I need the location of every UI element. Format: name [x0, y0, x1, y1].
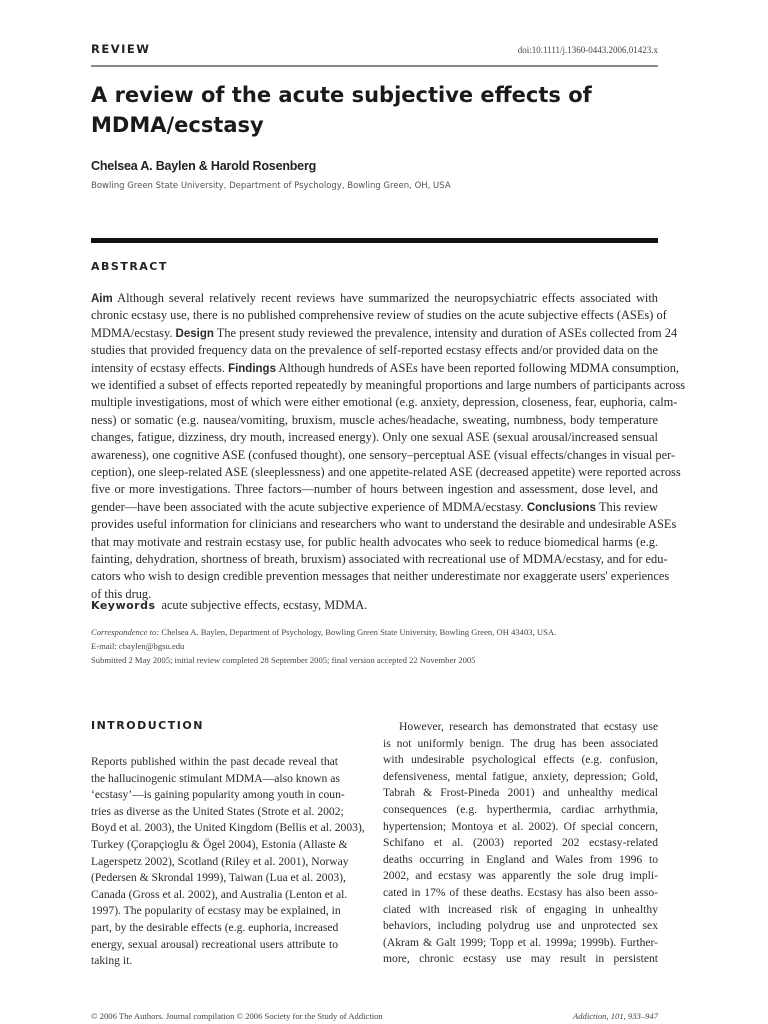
- abstract-text: cators who wish to design credible prevention messages that neither underestimate nor exaggerate users' experiences: [91, 569, 670, 584]
- article-title: [91, 80, 651, 140]
- authors: Chelsea A. Baylen & Harold Rosenberg: [91, 159, 317, 173]
- correspondence-label: Correspondence to:: [91, 627, 160, 637]
- abstract-text: five or more investigations. Three factors—number of hours between ingestion and assessment, dose level, and: [91, 482, 658, 497]
- keywords: [91, 598, 367, 613]
- body-text-line: Turkey (Çorapçioglu & Ögel 2004), Estonia (Allaste &: [91, 838, 348, 851]
- abstract-text: chronic ecstasy use, there is no published comprehensive review of studies on the acute subjective effects (ASEs) of: [91, 308, 667, 323]
- submission-history: Submitted 2 May 2005; initial review completed 28 September 2005; final version accepted 22 November 2005: [91, 655, 476, 665]
- footer-citation: Addiction, 101, 933–947: [573, 1011, 658, 1021]
- body-text-line: part, by the desirable effects (e.g. euphoria, increased: [91, 921, 339, 934]
- abstract-section-label: Conclusions: [526, 501, 596, 514]
- body-text-line: deaths occurring in England and Wales from 1996 to: [383, 852, 658, 866]
- abstract-heading: ABSTRACT: [91, 260, 168, 273]
- body-text-line: the hallucinogenic stimulant MDMA—also known as: [91, 771, 340, 785]
- abstract-line: [91, 481, 658, 498]
- abstract-line: [91, 516, 677, 533]
- keywords-label: Keywords: [91, 599, 156, 612]
- abstract-line: [91, 290, 658, 307]
- abstract-text: ception), one sleep-related ASE (sleeplessness) and one appetite-related ASE (decreased appetite) were reported across: [91, 465, 681, 479]
- abstract-line: [91, 377, 686, 394]
- correspondence: [91, 627, 556, 637]
- abstract-section-label: Findings: [228, 362, 276, 375]
- abstract-line: [91, 429, 658, 446]
- abstract-line: [91, 360, 679, 377]
- body-text-line: cated in 17% of these deaths. Ecstasy has also been asso-: [383, 886, 658, 899]
- body-text-line: Tabrah & Frost-Pineda 2001) and unhealthy medical: [383, 786, 658, 800]
- body-text-line: Schifano et al. (2003) reported 202 ecstasy-related: [383, 836, 658, 850]
- abstract-section-label: Aim: [91, 293, 113, 305]
- doi[interactable]: doi:10.1111/j.1360-0443.2006.01423.x: [517, 45, 658, 55]
- abstract-line: [91, 551, 668, 568]
- body-text-line: hypertension; Montoya et al. 2002). Of special concern,: [383, 819, 658, 833]
- title-line: A review of the acute subjective effects of: [91, 83, 592, 107]
- title-line: MDMA/ecstasy: [91, 113, 264, 137]
- abstract-line: [91, 325, 678, 342]
- abstract-text: This review: [595, 499, 658, 514]
- abstract-text: of this drug.: [91, 586, 152, 601]
- body-text-line: (Akram & Galt 1999; Topp et al. 1999a; 1999b). Further-: [383, 935, 658, 949]
- abstract-line: [91, 412, 658, 429]
- body-text-line: Lagerspetz 2002), Scotland (Riley et al. 2001), Norway: [91, 854, 349, 868]
- affiliation: Bowling Green State University, Department of Psychology, Bowling Green, OH, USA: [91, 181, 451, 191]
- body-text-line: Reports published within the past decade reveal that: [91, 755, 338, 768]
- correspondence-email[interactable]: E-mail: cbaylen@bgsu.edu: [91, 641, 185, 651]
- abstract-text: gender—have been associated with the acute subjective experience of MDMA/ecstasy.: [91, 499, 527, 514]
- abstract-text: changes, fatigue, dizziness, dry mouth, increased energy). Only one sexual ASE (sexual arousal/increased sensual: [91, 430, 658, 445]
- abstract-text: that may motivate and restrain ecstasy use, for public health advocates who seek to reduce biomedical harms (e.g.: [91, 534, 658, 549]
- abstract-text: Although hundreds of ASEs have been reported following MDMA consumption,: [275, 360, 679, 375]
- abstract-text: The present study reviewed the prevalence, intensity and duration of ASEs collected from 24: [213, 325, 678, 340]
- body-text-line: ciated with increased risk of engaging in unhealthy: [383, 902, 658, 916]
- body-text-line: is not uniformly benign. The drug has been associated: [383, 736, 658, 750]
- abstract-line: [91, 464, 681, 481]
- abstract-text: MDMA/ecstasy.: [91, 325, 176, 340]
- abstract-line: [91, 307, 667, 324]
- body-text-line: 1997). The popularity of ecstasy may be explained, in: [91, 904, 341, 918]
- keywords-text: acute subjective effects, ecstasy, MDMA.: [161, 598, 368, 612]
- body-text-line: However, research has demonstrated that ecstasy use: [399, 720, 658, 733]
- correspondence-text: Chelsea A. Baylen, Department of Psychology, Bowling Green State University, Bowling Green, OH 43403, USA.: [161, 627, 557, 637]
- footer-copyright: © 2006 The Authors. Journal compilation © 2006 Society for the Study of Addiction: [91, 1011, 383, 1021]
- abstract-section-label: Design: [175, 327, 214, 340]
- abstract-text: intensity of ecstasy effects.: [91, 360, 229, 375]
- abstract-text: fainting, dehydration, shortness of breath, bruxism) associated with recreational use of MDMA/ecstasy, and for edu-: [91, 552, 668, 566]
- abstract-line: [91, 534, 658, 551]
- abstract-text: we identified a subset of effects reported repeatedly by meaningful proportions and large numbers of participants across: [91, 378, 686, 392]
- abstract-line: [91, 342, 658, 359]
- body-text-line: Canada (Gross et al. 2002), and Australia (Lenton et al.: [91, 887, 348, 901]
- introduction-heading: INTRODUCTION: [91, 719, 204, 732]
- abstract-text: multiple investigations, most of which were either emotional (e.g. anxiety, depression, closeness, fear, euphoria, calm-: [91, 395, 678, 410]
- header-rule: [91, 65, 658, 67]
- body-text-line: energy, sexual arousal) recreational users attribute to: [91, 937, 338, 951]
- body-text-line: Boyd et al. 2003), the United Kingdom (Bellis et al. 2003),: [91, 821, 365, 835]
- abstract-line: [91, 499, 658, 516]
- abstract-text: provides useful information for clinicians and researchers who want to understand the desirable and undesirable ASEs: [91, 517, 677, 532]
- body-text-line: more, chronic ecstasy use may result in persistent: [383, 952, 658, 966]
- abstract-line: [91, 568, 670, 585]
- body-text-line: tries as diverse as the United States (Strote et al. 2002;: [91, 804, 344, 818]
- abstract-line: [91, 447, 676, 464]
- abstract-text: awareness), one cognitive ASE (confused thought), one sensory–perceptual ASE (visual effects/changes in visual per-: [91, 447, 676, 462]
- body-text-line: (Pedersen & Skrondal 1999), Taiwan (Lua et al. 2003),: [91, 871, 346, 885]
- abstract-line: [91, 394, 678, 411]
- body-text-line: with undesirable psychological effects (e.g. confusion,: [383, 753, 658, 767]
- abstract-text: ness) or somatic (e.g. nausea/vomiting, bruxism, muscle aches/headache, sweating, numbness, body temperature: [91, 412, 658, 427]
- abstract-text: studies that provided frequency data on the prevalence of self-reported ecstasy effects and/or provided data on the: [91, 343, 658, 358]
- title-rule: [91, 238, 658, 243]
- body-text-line: defensiveness, mental fatigue, anxiety, depression; Gold,: [383, 769, 658, 783]
- body-text-line: ‘ecstasy’—is gaining popularity among youth in coun-: [91, 788, 345, 802]
- section-label: REVIEW: [91, 42, 151, 56]
- body-text-line: consequences (e.g. hyperthermia, cardiac arrhythmia,: [383, 803, 658, 816]
- body-text-line: taking it.: [91, 954, 133, 968]
- body-text-line: behaviors, including polydrug use and unprotected sex: [383, 919, 658, 933]
- abstract-text: Although several relatively recent reviews have summarized the neuropsychiatric effects associated with: [112, 291, 658, 305]
- body-text-line: 2002, and ecstasy was apparently the sole drug impli-: [383, 869, 658, 883]
